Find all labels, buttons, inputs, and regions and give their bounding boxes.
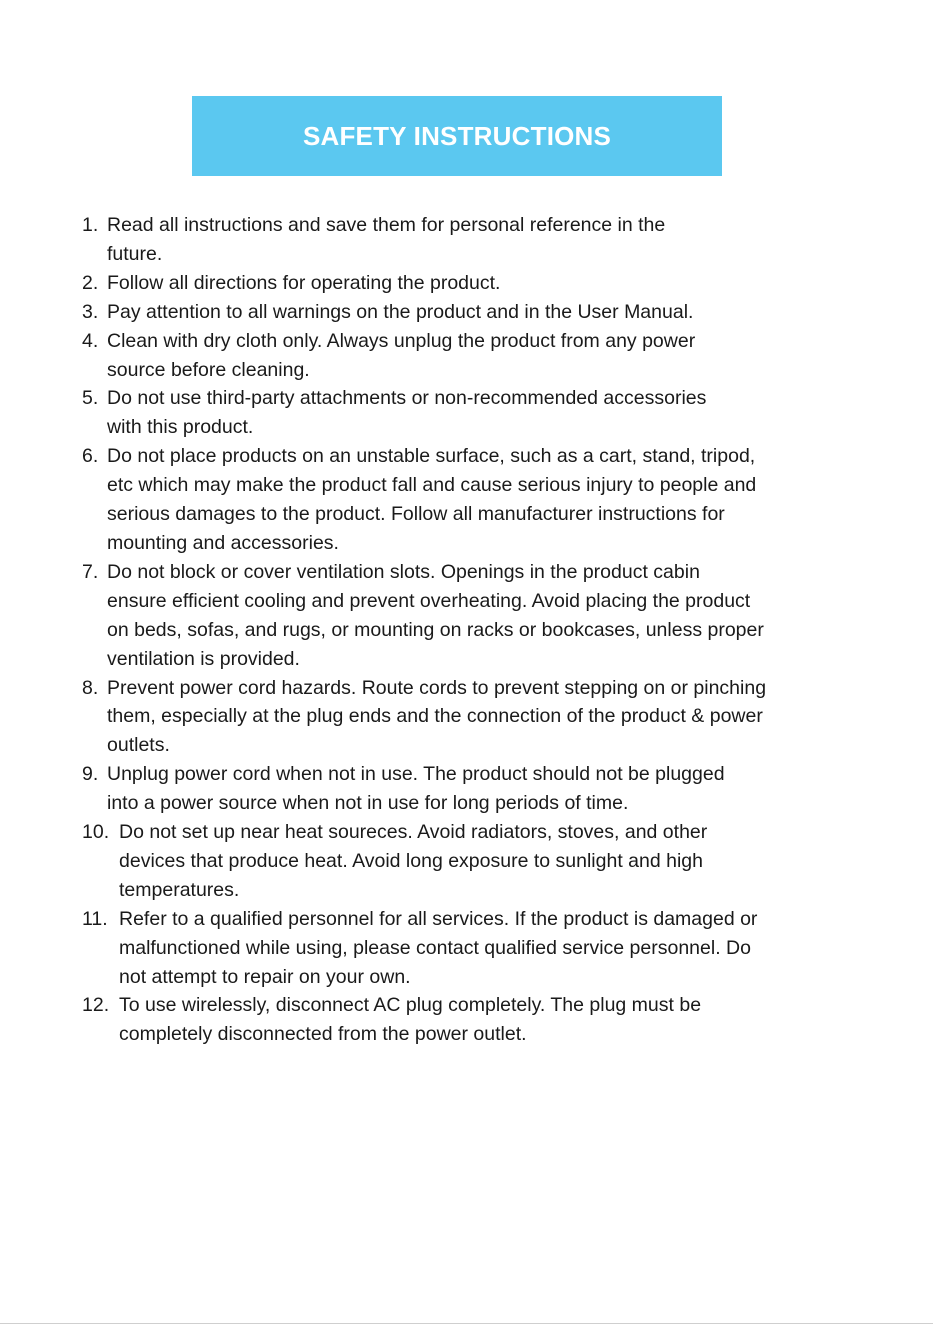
instruction-number: 3. xyxy=(82,300,99,323)
instruction-text: Follow all directions for operating the product. xyxy=(107,271,501,294)
instruction-text: To use wirelessly, disconnect AC plug completely. The plug must be completely disconnected from the power outlet. xyxy=(119,994,702,1046)
instruction-number: 5. xyxy=(82,387,99,410)
instruction-text: Do not set up near heat soureces. Avoid radiators, stoves, and other devices that produce heat. Avoid long exposure to sunlight and high temperatures. xyxy=(119,821,708,901)
instruction-item-6 xyxy=(82,442,872,558)
instruction-text: Unplug power cord when not in use. The product should not be plugged into a power source when not in use for long periods of time. xyxy=(107,763,725,815)
instruction-item-4 xyxy=(82,327,872,385)
instruction-item-3 xyxy=(82,298,872,327)
instruction-item-9 xyxy=(82,760,872,818)
instruction-item-2 xyxy=(82,269,872,298)
instruction-item-5 xyxy=(82,384,872,442)
instruction-text: Do not use third-party attachments or non-recommended accessories with this product. xyxy=(107,387,707,439)
instruction-item-11 xyxy=(82,905,872,992)
instruction-number: 10. xyxy=(82,821,110,844)
instruction-text: Do not block or cover ventilation slots. Openings in the product cabin ensure efficient cooling and prevent overheating. Avoid placing the product on beds, sofas, and rugs, or mounting on racks or bookcases, unless proper ventilation is provided. xyxy=(107,560,764,670)
safety-instructions-list xyxy=(82,211,872,1049)
instruction-item-8 xyxy=(82,674,872,761)
title-banner xyxy=(192,96,722,176)
instruction-item-1 xyxy=(82,211,872,269)
instruction-text: Clean with dry cloth only. Always unplug the product from any power source before cleaning. xyxy=(107,329,696,381)
instruction-number: 12. xyxy=(82,994,110,1017)
instruction-text: Read all instructions and save them for personal reference in the future. xyxy=(107,214,666,265)
instruction-item-10 xyxy=(82,818,872,905)
instruction-number: 9. xyxy=(82,763,99,786)
instruction-item-12 xyxy=(82,991,872,1049)
instruction-text: Refer to a qualified personnel for all services. If the product is damaged or malfunctioned while using, please contact qualified service personnel. Do not attempt to repair on your own. xyxy=(119,907,758,988)
instruction-text: Pay attention to all warnings on the product and in the User Manual. xyxy=(107,300,694,323)
instruction-text: Prevent power cord hazards. Route cords to prevent stepping on or pinching them, especially at the plug ends and the connection of the product & power outlets. xyxy=(107,676,767,757)
instruction-number: 2. xyxy=(82,271,99,294)
instruction-text: Do not place products on an unstable surface, such as a cart, stand, tripod, etc which may make the product fall and cause serious injury to people and serious damages to the product. Follow all manufacturer instructions for mounting and accessories. xyxy=(107,445,757,554)
instruction-number: 11. xyxy=(82,907,108,930)
instruction-number: 1. xyxy=(82,214,99,236)
instruction-number: 8. xyxy=(82,676,99,699)
instruction-item-7 xyxy=(82,558,872,674)
page-title: SAFETY INSTRUCTIONS xyxy=(302,120,612,151)
instruction-number: 4. xyxy=(82,329,99,352)
instruction-number: 7. xyxy=(82,560,99,583)
instruction-number: 6. xyxy=(82,445,99,468)
